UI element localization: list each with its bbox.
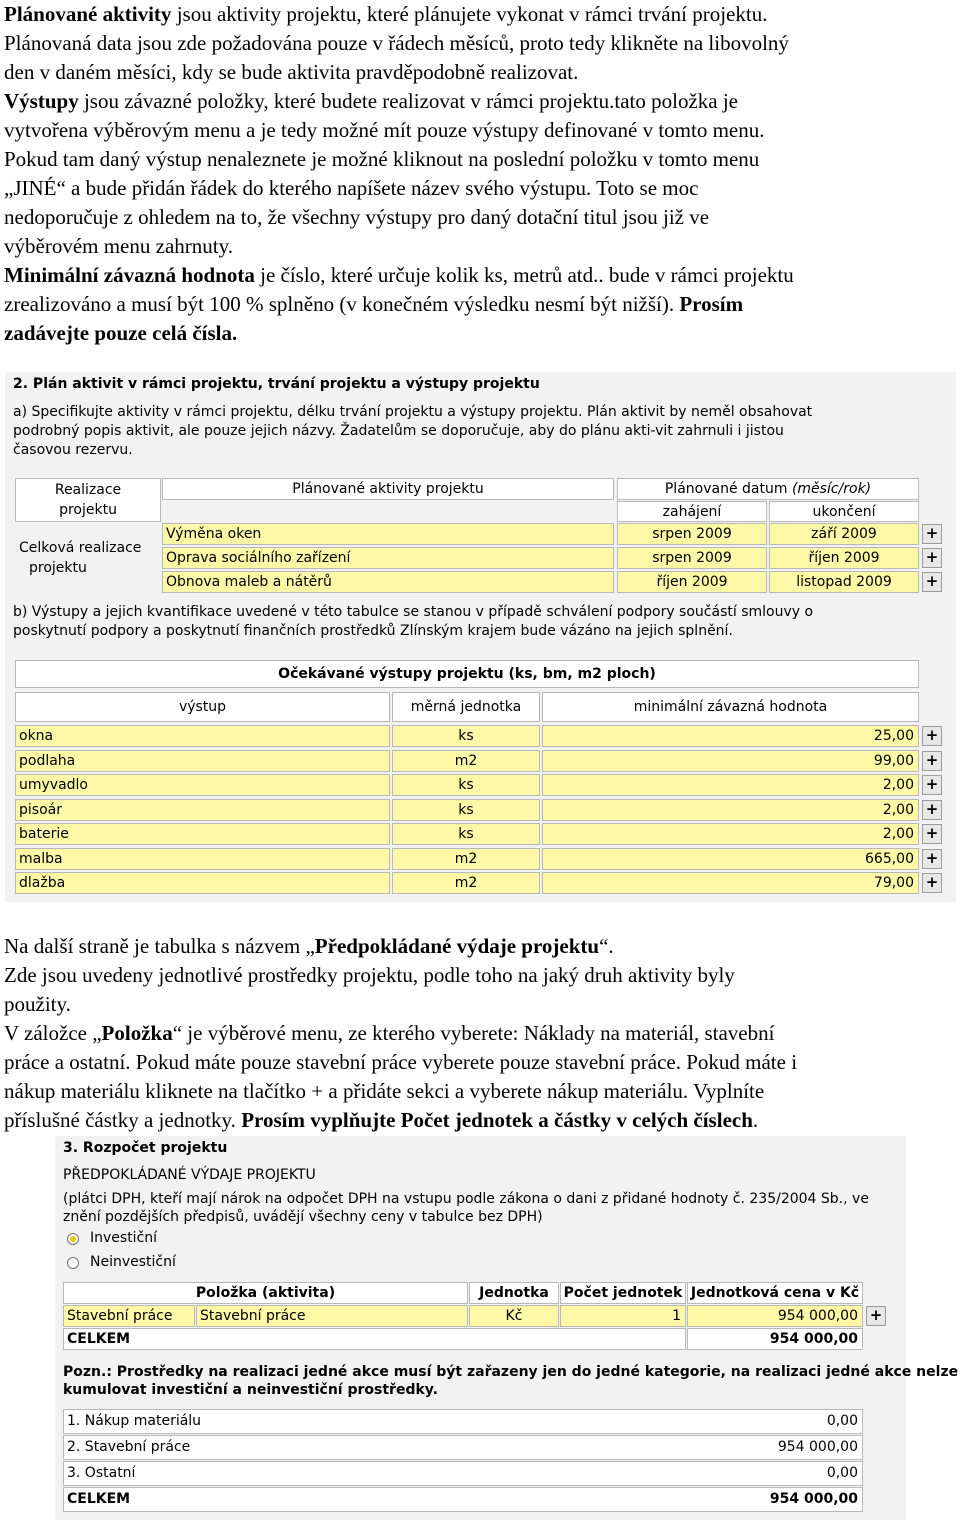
header-ukonceni: ukončení [769, 501, 919, 522]
output-name-select[interactable]: podlaha [15, 750, 390, 772]
output-name-select[interactable]: dlažba [15, 872, 390, 894]
header-pocet: Počet jednotek [560, 1282, 686, 1304]
intro-text: Plánované aktivity jsou aktivity projektu, které plánujete vykonat v rámci trvání projektu. Plánovaná data jsou zde požadována pouze v řádech měsíců, proto tedy klikněte na libovolný den v daném měsíci, kdy se bude aktivita pravděpodobně realizovat. Výstupy jsou závazné položky, které budete realizovat v rámci projektu.tato položka je vytvořena výběrovým menu a je tedy možné mít pouze výstupy definované v tomto menu. Pokud tam daný výstup nenaleznete je možné kliknout na poslední položku v tomto menu „JINÉ“ a bude přidán řádek do kterého napíšete název svého výstupu. Toto se moc nedoporučuje z ohledem na to, že všechny výstupy pro daný dotační titul jsou již ve výběrovém menu zahrnuty. Minimální závazná hodnota je číslo, které určuje kolik ks, metrů atd.. bude v rámci projektu zrealizováno a musí být 100 % splněno (v konečném výsledku nesmí být nižší). Prosím zadávejte pouze celá čísla. [4, 2, 794, 345]
output-unit: ks [392, 799, 540, 821]
output-unit: m2 [392, 872, 540, 894]
header-vystup: výstup [15, 692, 390, 722]
celkem-label: CELKEM [63, 1328, 686, 1350]
activity-name-input[interactable]: Oprava sociálního zařízení [162, 547, 614, 569]
add-output-button[interactable]: + [922, 775, 942, 795]
header-polozka: Položka (aktivita) [63, 1282, 468, 1304]
radio-investicni[interactable] [67, 1233, 79, 1245]
add-activity-button[interactable]: + [922, 572, 942, 592]
output-unit: m2 [392, 848, 540, 870]
header-hodnota: minimální závazná hodnota [542, 692, 919, 722]
header-aktivity: Plánované aktivity projektu [162, 478, 614, 500]
term-polozka: Položka [101, 1021, 173, 1045]
radio-neinvesticni[interactable] [67, 1257, 79, 1269]
celkova-realizace-label: Celková realizace projektu [19, 540, 142, 576]
output-name-select[interactable]: umyvadlo [15, 774, 390, 796]
activity-end-input[interactable]: listopad 2009 [769, 571, 919, 593]
activity-end-input[interactable]: říjen 2009 [769, 547, 919, 569]
add-activity-button[interactable]: + [922, 524, 942, 544]
header-datum: Plánované datum (měsíc/rok) [617, 478, 919, 500]
price-input[interactable]: 954 000,00 [687, 1305, 863, 1327]
add-output-button[interactable]: + [922, 849, 942, 869]
summary-row: 1. Nákup materiálu 0,00 [63, 1409, 863, 1434]
output-name-select[interactable]: malba [15, 848, 390, 870]
activity-start-input[interactable]: srpen 2009 [617, 523, 767, 545]
output-unit: ks [392, 823, 540, 845]
output-name-select[interactable]: pisoár [15, 799, 390, 821]
term-vystupy: Výstupy [4, 89, 79, 113]
add-output-button[interactable]: + [922, 873, 942, 893]
output-value-input[interactable]: 2,00 [542, 774, 919, 796]
term-minimalni-hodnota: Minimální závazná hodnota [4, 263, 255, 287]
budget-form-screenshot: 3. Rozpočet projektu PŘEDPOKLÁDANÉ VÝDAJE PROJEKTU (plátci DPH, kteří mají nárok na odpočet DPH na vstupu podle zákona o dani z přidané hodnoty č. 235/2004 Sb., ve znění pozdějších předpisů, uvádějí všechny ceny v tabulce bez DPH) Investiční Neinvestiční Položka (aktivita) Jednotka Počet jednotek Jednotková cena v Kč Stavební práce Stavební práce Kč 1 954 000,00 + CELKEM 954 000,00 Pozn.: Prostředky na realizaci jedné akce musí být zařazeny jen do jedné kategorie, na realizaci jedné akce nelze kumulovat investiční a neinvestiční prostředky. 1. Nákup materiálu 0,00 2. Stavební práce 954 000,00 3. Ostatní 0,00 CELKEM 954 000,00 [55, 1136, 906, 1520]
count-input[interactable]: 1 [560, 1305, 686, 1327]
activity-start-input[interactable]: srpen 2009 [617, 547, 767, 569]
activity-name-input[interactable]: Obnova maleb a nátěrů [162, 571, 614, 593]
summary-total-row: CELKEM 954 000,00 [63, 1487, 863, 1512]
header-jednotka: měrná jednotka [392, 692, 540, 722]
add-output-button[interactable]: + [922, 800, 942, 820]
term-predpokladane-vydaje: Předpokládané výdaje projektu [314, 934, 600, 958]
output-value-input[interactable]: 25,00 [542, 725, 919, 747]
activity-end-input[interactable]: září 2009 [769, 523, 919, 545]
celkem-value: 954 000,00 [687, 1328, 863, 1350]
add-output-button[interactable]: + [922, 751, 942, 771]
output-value-input[interactable]: 665,00 [542, 848, 919, 870]
budget-subtitle: PŘEDPOKLÁDANÉ VÝDAJE PROJEKTU [63, 1167, 316, 1183]
budget-intro-text: Na další straně je tabulka s názvem „Předpokládané výdaje projektu“. Zde jsou uvedeny jednotlivé prostředky projektu, podle toho na jaký druh aktivity byly použity. V záložce „Položka“ je výběrové menu, ze kterého vyberete: Náklady na materiál, stavební práce a ostatní. Pokud máte pouze stavební práce vyberete pouze stavební práce. Pokud máte i nákup materiálu kliknete na tlačítko + a přidáte sekci a vyberete nákup materiálu. Vyplníte příslušné částky a jednotky. Prosím vyplňujte Počet jednotek a částky v celých číslech. [4, 934, 798, 1132]
section-title: 2. Plán aktivit v rámci projektu, trvání projektu a výstupy projektu [13, 376, 540, 392]
output-unit: ks [392, 725, 540, 747]
activities-form-screenshot: 2. Plán aktivit v rámci projektu, trvání projektu a výstupy projektu a) Specifikujte aktivity v rámci projektu, délku trvání projektu a výstupy projektu. Plán aktivit by neměl obsahovat podrobný popis aktivit, ale pouze jejich názvy. Žadatelům se doporučuje, aby do plánu akti-vit zahrnuli i jistou časovou rezervu. Realizace projektu Plánované aktivity projektu Plánované datum (měsíc/rok) zahájení ukončení Celková realizace projektu Výměna oken srpen 2009 září 2009 + Oprava sociálního zařízení srpen 2009 říjen 2009 + Obnova maleb a nátěrů říjen 2009 listopad 2009 + b) Výstupy a jejich kvantifikace uvedené v této tabulce se stanou v případě schválení podpory součástí smlouvy o poskytnutí podpory a poskytnutí finančních prostředků Zlínským krajem bude vázáno na jejich splnění. Očekávané výstupy projektu (ks, bm, m2 ploch) výstup měrná jednotka minimální závazná hodnota okna ks 25,00 + podlaha m2 99,00 + umyvadlo ks 2,00 + pisoár ks 2,00 + baterie ks 2,00 + malba m2 665,00 + dlažba m2 79,00 + [5, 372, 956, 902]
header-zahajeni: zahájení [617, 501, 767, 522]
add-activity-button[interactable]: + [922, 548, 942, 568]
add-output-button[interactable]: + [922, 824, 942, 844]
add-output-button[interactable]: + [922, 726, 942, 746]
output-value-input[interactable]: 79,00 [542, 872, 919, 894]
output-unit: ks [392, 774, 540, 796]
subcategory-select[interactable]: Stavební práce [196, 1305, 468, 1327]
term-planovane-aktivity: Plánované aktivity [4, 2, 172, 26]
activity-start-input[interactable]: říjen 2009 [617, 571, 767, 593]
summary-row: 2. Stavební práce 954 000,00 [63, 1435, 863, 1460]
outputs-title: Očekávané výstupy projektu (ks, bm, m2 ploch) [15, 660, 919, 688]
output-value-input[interactable]: 99,00 [542, 750, 919, 772]
unit-input[interactable]: Kč [469, 1305, 559, 1327]
output-name-select[interactable]: okna [15, 725, 390, 747]
header-realizace: Realizace projektu [15, 478, 161, 522]
add-budget-row-button[interactable]: + [866, 1306, 886, 1326]
header-jednotka: Jednotka [469, 1282, 559, 1304]
activity-name-input[interactable]: Výměna oken [162, 523, 614, 545]
summary-row: 3. Ostatní 0,00 [63, 1461, 863, 1486]
output-unit: m2 [392, 750, 540, 772]
output-value-input[interactable]: 2,00 [542, 799, 919, 821]
budget-section-title: 3. Rozpočet projektu [63, 1140, 228, 1156]
output-name-select[interactable]: baterie [15, 823, 390, 845]
output-value-input[interactable]: 2,00 [542, 823, 919, 845]
header-cena: Jednotková cena v Kč [687, 1282, 863, 1304]
category-select[interactable]: Stavební práce [63, 1305, 195, 1327]
